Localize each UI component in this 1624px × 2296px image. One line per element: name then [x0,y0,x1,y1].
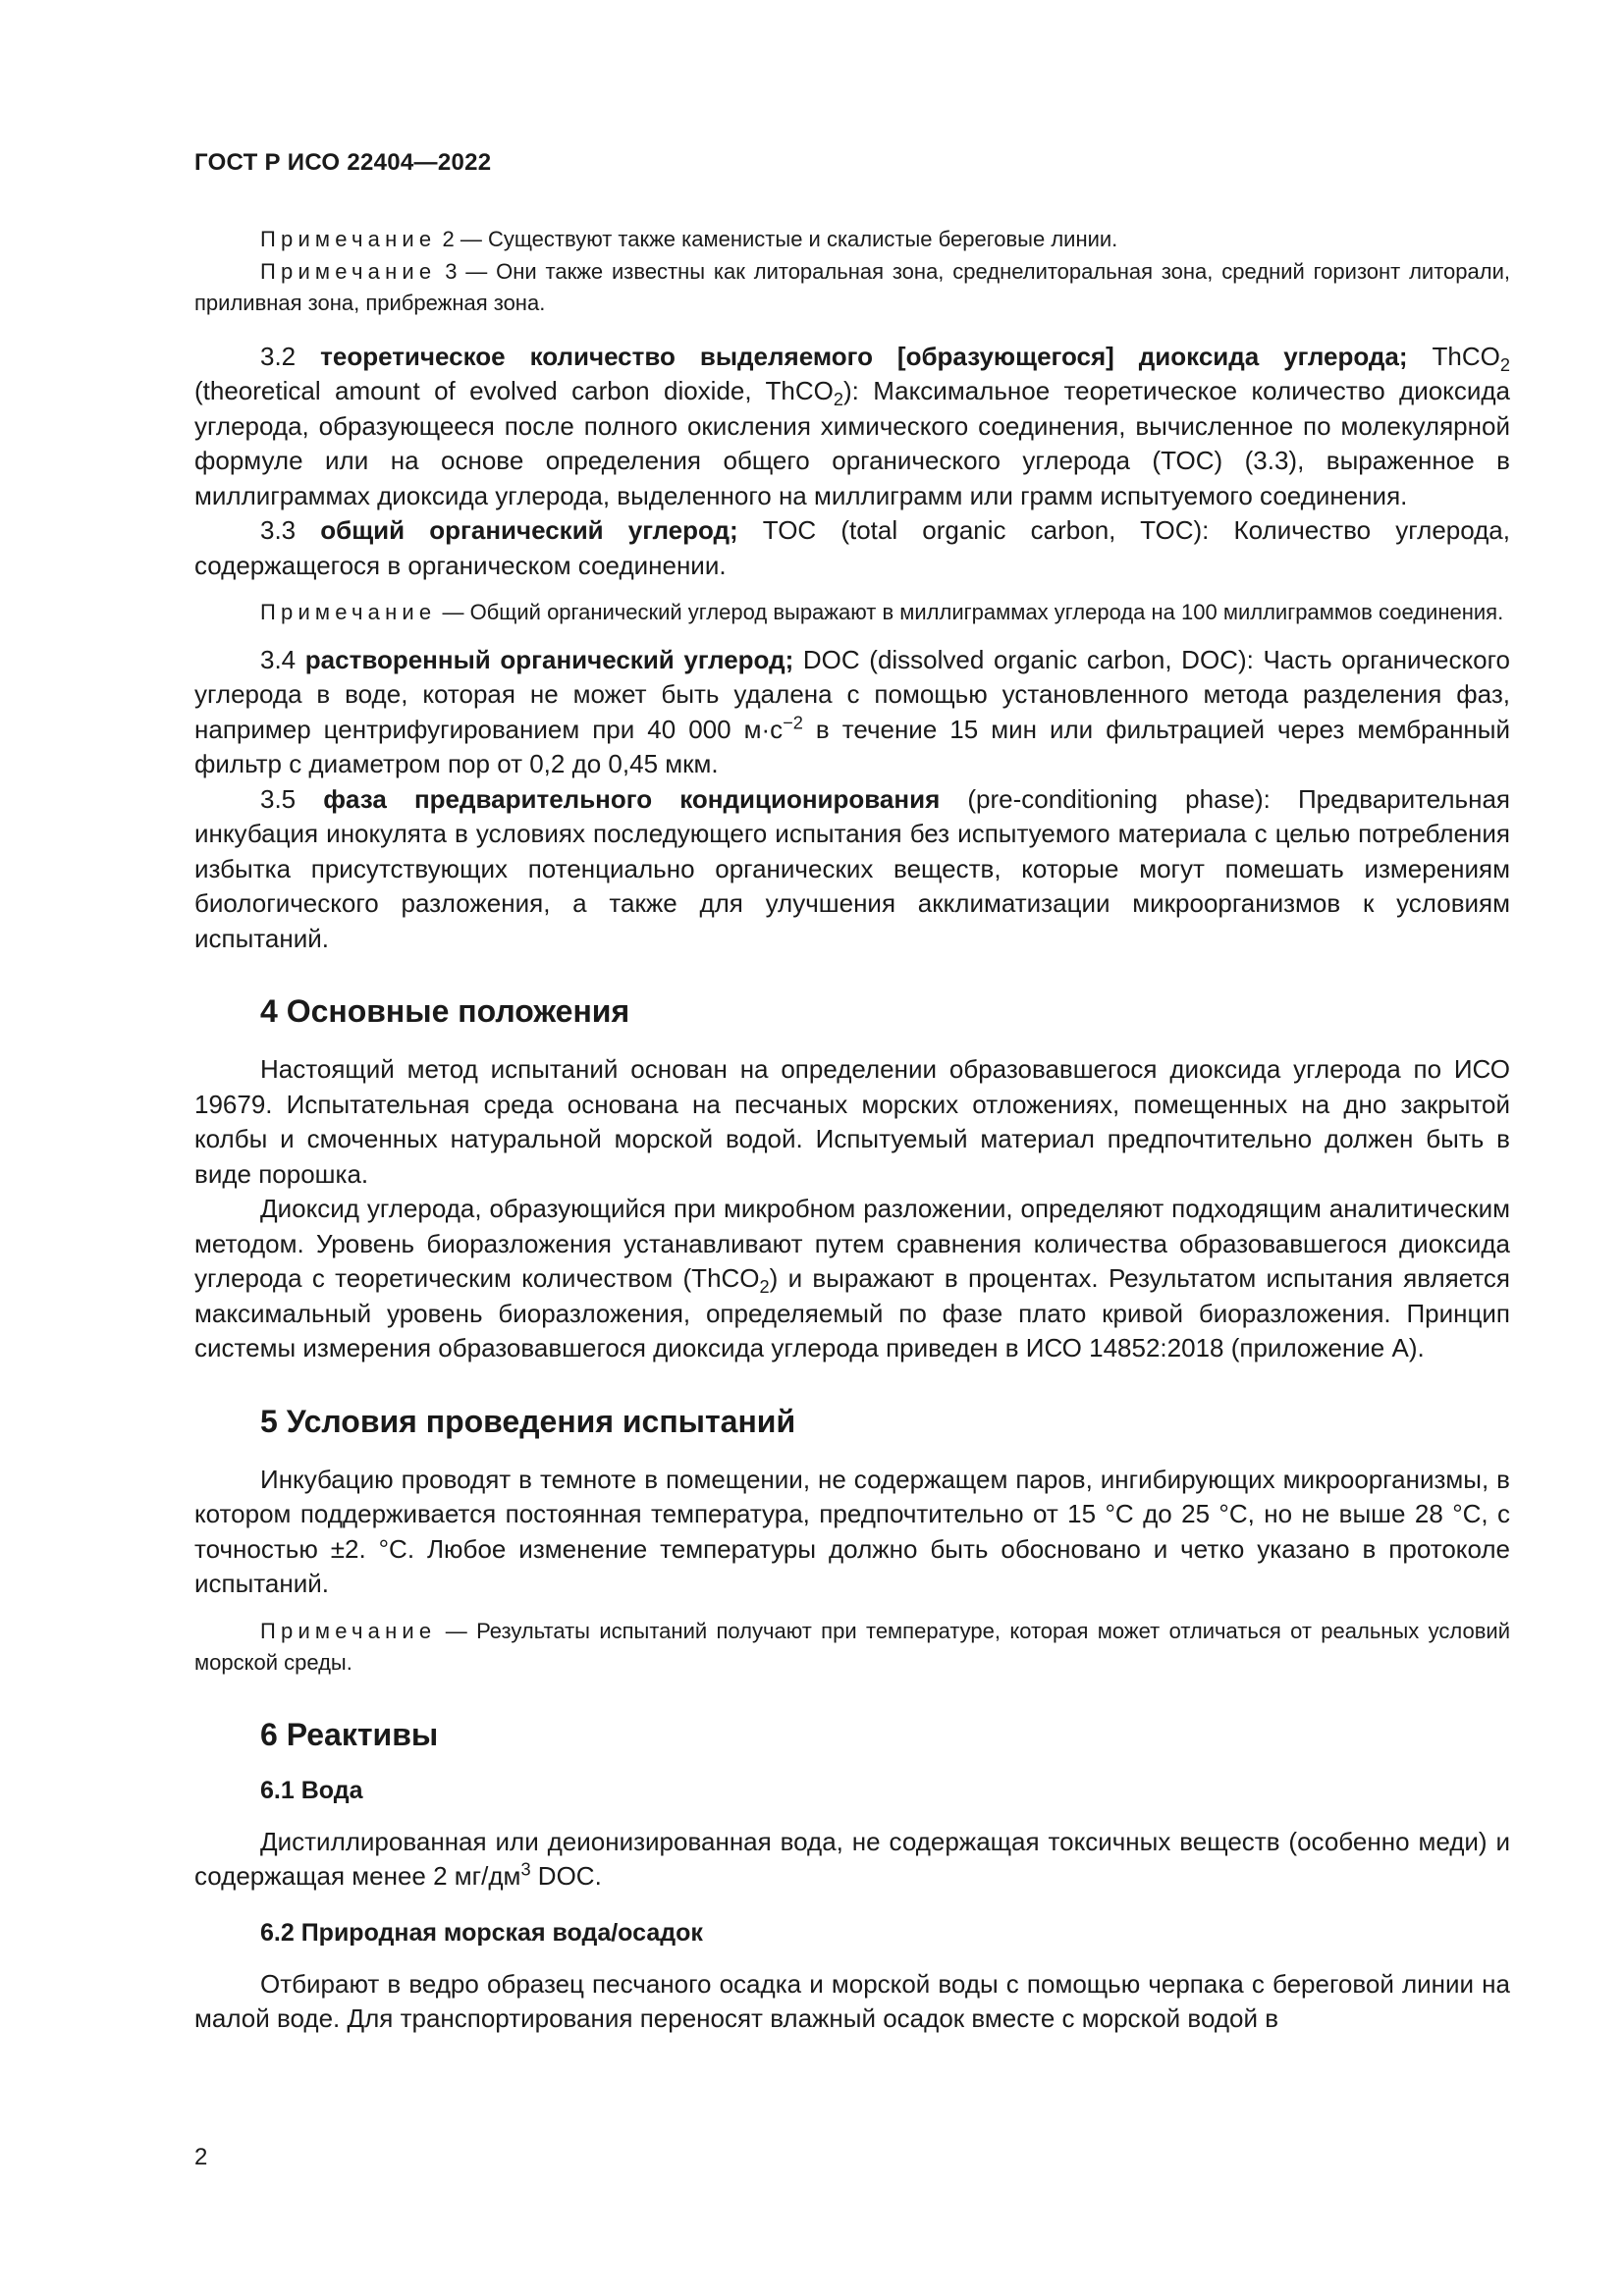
page-content [194,224,1510,2037]
note-3-3: Примечание — Общий органический углерод выражают в миллиграммах углерода на 100 миллиграммов соединения. [260,600,1504,624]
definition-3-5: 3.5 фаза предварительного кондиционирования (pre-conditioning phase): Предварительная инкубация инокулята в условиях последующего испытания без испытуемого материала с целью потребления избытка присутствующих потенциально органических веществ, которые могут помешать измерениям биологического разложения, а также для улучшения акклиматизации микроорганизмов к условиям испытаний. [194,783,1510,953]
subsection-6-1-heading: 6.1 Вода [260,1776,363,1804]
note-label: Примечание [260,1618,437,1643]
subsection-6-2-heading: 6.2 Природная морская вода/осадок [260,1918,703,1947]
document-header: ГОСТ Р ИСО 22404—2022 [194,149,492,176]
section-5-paragraph-1: Инкубацию проводят в темноте в помещении, не содержащем паров, ингибирующих микроорганизмы, в котором поддерживается постоянная температура, предпочтительно от 15 °C до 25 °C, но не выше 28 °C, с точностью ±2. °C. Любое изменение температуры должно быть обосновано и четко указано в протоколе испытаний. [194,1464,1510,1598]
note-2: Примечание 2 — Существуют также каменистые и скалистые береговые линии. [260,227,1118,251]
section-6-heading: 6 Реактивы [260,1716,439,1752]
term: растворенный органический углерод; [304,644,794,674]
subsection-6-1-text: Дистиллированная или деионизированная вода, не содержащая токсичных веществ (особенно меди) и содержащая менее 2 $мг/дм^3$ DOC. [194,1826,1510,1891]
section-4-heading: 4 Основные положения [260,993,630,1029]
term: теоретическое количество выделяемого [образующегося] диоксида углерода; [320,341,1408,371]
term: общий органический углерод; [320,515,738,545]
definition-3-3: 3.3 общий органический углерод; TOC (total organic carbon, TOC): Количество углерода, содержащегося в органическом соединении. [194,515,1510,580]
page-number: 2 [194,2144,208,2170]
definition-3-2: 3.2 теоретическое количество выделяемого [образующегося] диоксида углерода; ThCO$_2$ (theoretical amount of evolved carbon dioxide, ThCO$_2$): Максимальное теоретическое количество диоксида углерода, образующееся после полного окисления химического соединения, вычисленное по молекулярной формуле или на основе определения общего органического углерода (TOC) (3.3), выраженное в миллиграммах диоксида углерода, выделенного на миллиграмм или грамм испытуемого соединения. [194,341,1510,510]
subsection-6-2-text: Отбирают в ведро образец песчаного осадка и морской воды с помощью черпака с береговой линии на малой воде. Для транспортирования переносят влажный осадок вместе с морской водой в [194,1968,1510,2033]
note-section-5: Примечание — Результаты испытаний получают при температуре, которая может отличаться от реальных условий морской среды. [194,1618,1510,1675]
note-3: Примечание 3 — Они также известны как литоральная зона, среднелиторальная зона, средний горизонт литорали, приливная зона, прибрежная зона. [194,258,1510,315]
section-5-heading: 5 Условия проведения испытаний [260,1403,796,1439]
section-4-paragraph-2: Диоксид углерода, образующийся при микробном разложении, определяют подходящим аналитическим методом. Уровень биоразложения устанавливают путем сравнения количества образовавшегося диоксида углерода с теоретическим количеством (ThCO$_2$) и выражают в процентах. Результатом испытания является максимальный уровень биоразложения, определяемый по фазе плато кривой биоразложения. Принцип системы измерения образовавшегося диоксида углерода приведен в ИСО 14852:2018 (приложение А). [194,1194,1510,1362]
term: фаза предварительного кондиционирования [323,783,941,814]
note-label: Примечание [260,600,437,624]
note-label: Примечание [260,227,437,251]
note-label: Примечание [260,258,437,284]
section-4-paragraph-1: Настоящий метод испытаний основан на определении образовавшегося диоксида углерода по ИСО 19679. Испытательная среда основана на песчаных морских отложениях, помещенных на дно закрытой колбы и смоченных натуральной морской водой. Испытуемый материал предпочтительно должен быть в виде порошка. [194,1054,1510,1189]
definition-3-4: 3.4 растворенный органический углерод; DOC (dissolved organic carbon, DOC): Часть органического углерода в воде, которая не может быть удалена с помощью установленного метода разделения фаз, например центрифугированием при 40 000 $м\cdot с^{-2}$ в течение 15 мин или фильтрацией через мембранный фильтр с диаметром пор от 0,2 до 0,45 мкм. [194,644,1510,778]
